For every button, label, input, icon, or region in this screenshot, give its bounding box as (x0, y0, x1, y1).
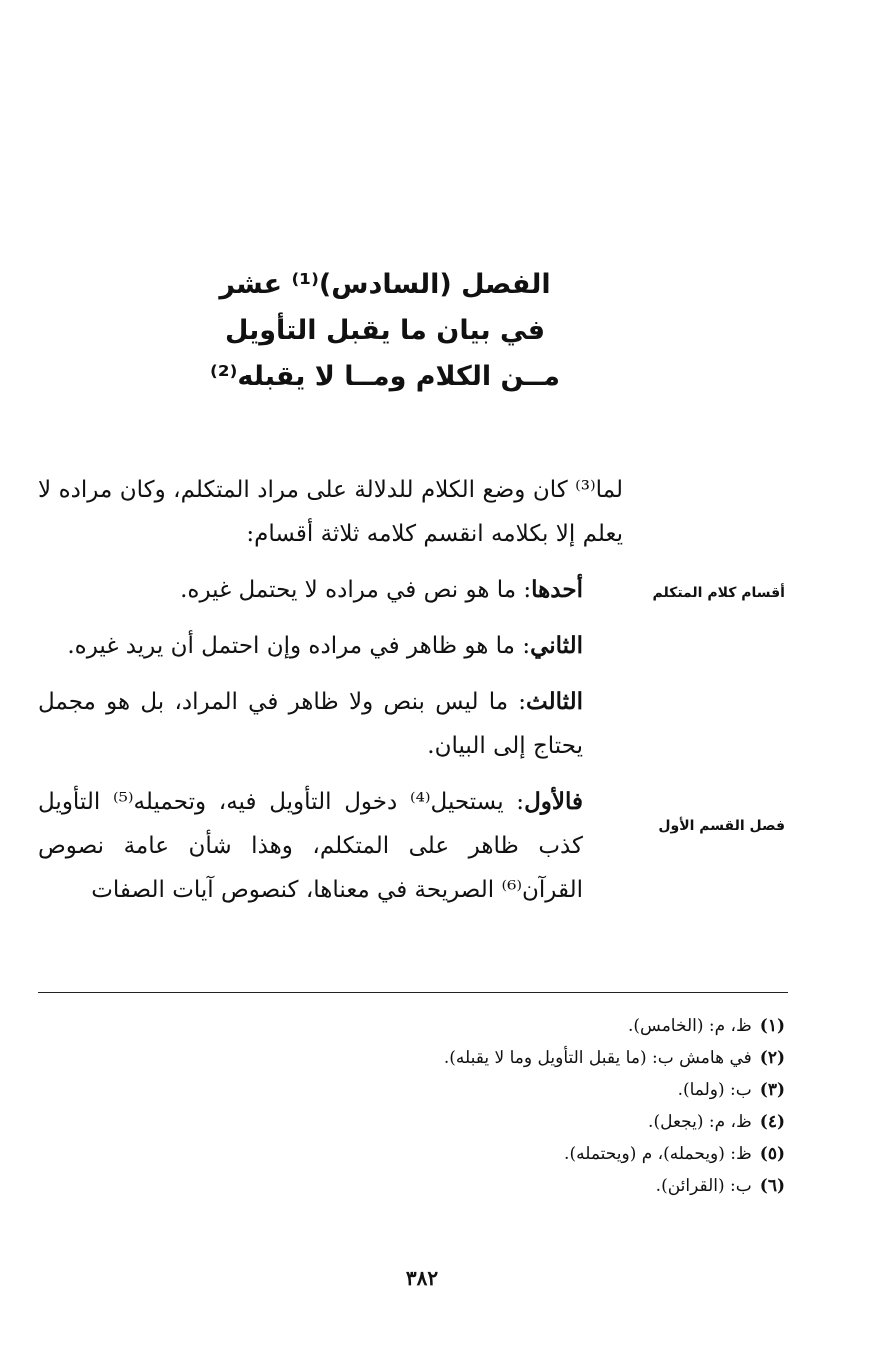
footnote-number: (٣) (759, 1080, 785, 1100)
footnote-text: ظ، م: (الخامس). (627, 1016, 752, 1036)
footnote-text: في هامش ب: (ما يقبل التأويل وما لا يقبله). (443, 1048, 752, 1068)
second-text: : ما هو ظاهر في مراده وإن احتمل أن يريد غيره. (67, 633, 531, 659)
footnote-text: ظ: (ويحمله)، م (ويحتمله). (564, 1144, 752, 1164)
paragraph-second (38, 624, 623, 668)
footnote-text: ب: (ولما). (677, 1080, 752, 1100)
footnote-item (85, 1138, 785, 1170)
paragraph-third (38, 680, 623, 768)
footnote-item (85, 1170, 785, 1202)
footnote-number: (٥) (759, 1144, 785, 1164)
side-note-fasl-awwal: فصل القسم الأول (658, 818, 785, 834)
footnote-divider (38, 992, 788, 993)
footnotes (85, 1010, 785, 1202)
third-lead: الثالث (526, 688, 583, 715)
side-note-aqsam: أقسام كلام المتكلم (652, 585, 785, 601)
footnote-item (85, 1106, 785, 1138)
third-text: : ما ليس بنص ولا ظاهر في المراد، بل هو مجمل يحتاج إلى البيان. (38, 689, 583, 759)
footnote-item (85, 1010, 785, 1042)
footnote-text: ب: (القرائن). (655, 1176, 752, 1196)
paragraph-intro: لما⁽³⁾ كان وضع الكلام للدلالة على مراد المتكلم، وكان مراده لا يعلم إلا بكلامه انقسم كلامه ثلاثة أقسام: (38, 477, 623, 547)
first-lead: أحدها (531, 576, 583, 603)
footnote-number: (١) (759, 1016, 785, 1036)
paragraph-first (38, 568, 623, 612)
first-text: : ما هو نص في مراده لا يحتمل غيره. (180, 577, 532, 603)
footnote-text: ظ، م: (يجعل). (648, 1112, 752, 1132)
paragraph-awwal (38, 780, 623, 912)
awwal-text: : يستحيل⁽⁴⁾ دخول التأويل فيه، وتحميله⁽⁵⁾ التأويل كذب ظاهر على المتكلم، وهذا شأن عامة نصوص القرآن⁽⁶⁾ الصريحة في معناها، كنصوص آيات الصفات (38, 789, 583, 903)
footnote-item (85, 1074, 785, 1106)
heading-line-3: مــن الكلام ومــا لا يقبله⁽²⁾ (209, 361, 561, 392)
heading-line-1: الفصل (السادس)⁽¹⁾ عشر (219, 269, 551, 300)
second-lead: الثاني (530, 632, 583, 659)
footnote-number: (٤) (759, 1112, 785, 1132)
footnote-number: (٢) (759, 1048, 785, 1068)
page-number: ٣٨٢ (405, 1266, 439, 1290)
footnote-number: (٦) (759, 1176, 785, 1196)
chapter-heading (150, 262, 620, 400)
heading-line-2: في بيان ما يقبل التأويل (224, 315, 546, 346)
awwal-lead: فالأول (524, 788, 583, 815)
main-text (38, 468, 623, 924)
footnote-item (85, 1042, 785, 1074)
